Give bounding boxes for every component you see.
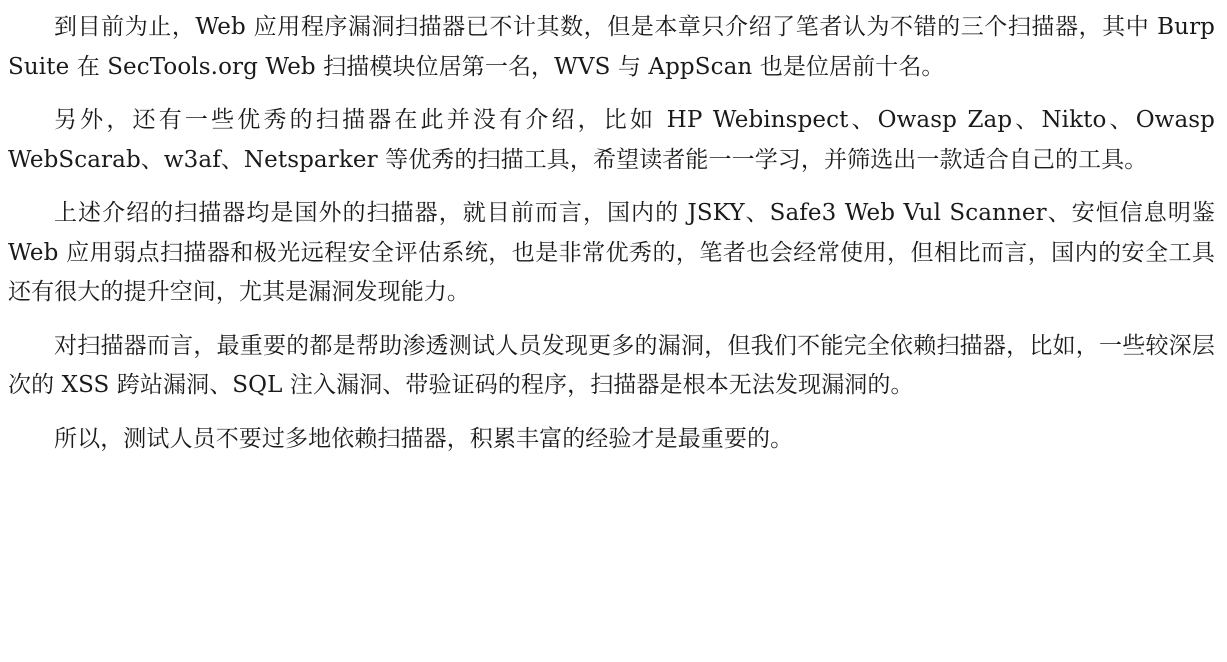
paragraph-1: 到目前为止，Web 应用程序漏洞扫描器已不计其数，但是本章只介绍了笔者认为不错的三个扫描器，其中 Burp Suite 在 SecTools.org Web 扫描模块位居第一名，WVS 与 AppScan 也是位居前十名。 [8,14,1215,80]
paragraph-2: 另外，还有一些优秀的扫描器在此并没有介绍，比如 HP Webinspect、Owasp Zap、Nikto、Owasp WebScarab、w3af、Netsparker 等优秀的扫描工具，希望读者能一一学习，并筛选出一款适合自己的工具。 [8,107,1215,173]
paragraph-3: 上述介绍的扫描器均是国外的扫描器，就目前而言，国内的 JSKY、Safe3 Web Vul Scanner、安恒信息明鉴 Web 应用弱点扫描器和极光远程安全评估系统，也是非常优秀的，笔者也会经常使用，但相比而言，国内的安全工具还有很大的提升空间，尤其是漏洞发现能力。 [8,200,1215,305]
paragraph-5: 所以，测试人员不要过多地依赖扫描器，积累丰富的经验才是最重要的。 [54,425,794,452]
paragraph-4: 对扫描器而言，最重要的都是帮助渗透测试人员发现更多的漏洞，但我们不能完全依赖扫描器，比如，一些较深层次的 XSS 跨站漏洞、SQL 注入漏洞、带验证码的程序，扫描器是根本无法发现漏洞的。 [8,332,1215,398]
